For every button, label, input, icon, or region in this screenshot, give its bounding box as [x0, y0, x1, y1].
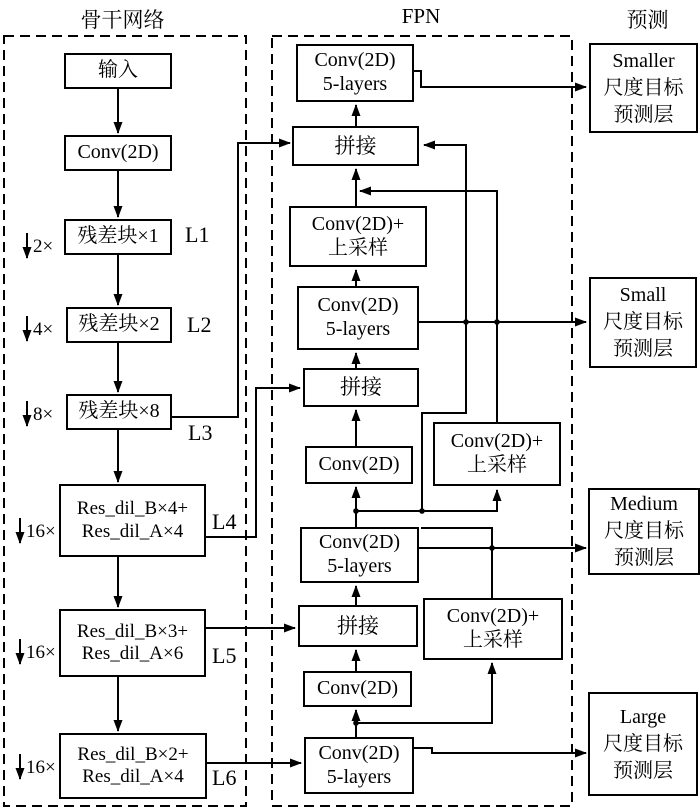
prediction-title: 预测 — [626, 8, 669, 32]
fpn-box-conv-small: Conv(2D) — [305, 446, 413, 484]
downsample-label-16x-c: 16× — [26, 757, 56, 778]
stage-label-l6: L6 — [212, 765, 237, 790]
backbone-box-resblock-x1: 残差块×1 — [64, 219, 172, 255]
fpn-box-upsample-top: Conv(2D)+ 上采样 — [289, 206, 427, 267]
fpn-box-concat-small: 拼接 — [303, 368, 419, 407]
fpn-box-conv5-medium: Conv(2D) 5-layers — [300, 527, 419, 583]
downsample-label-2x: 2× — [33, 236, 54, 257]
fpn-box-upsample-right-lower: Conv(2D)+ 上采样 — [423, 598, 563, 660]
fpn-title: FPN — [401, 4, 441, 28]
backbone-box-resdil-l4: Res_dil_B×4+ Res_dil_A×4 — [59, 484, 206, 557]
backbone-box-resblock-x2: 残差块×2 — [66, 307, 172, 343]
backbone-box-conv2d: Conv(2D) — [64, 135, 172, 171]
stage-label-l1: L1 — [185, 222, 210, 247]
fpn-box-concat-top: 拼接 — [292, 126, 419, 166]
backbone-box-input: 输入 — [64, 53, 172, 89]
fpn-box-conv-medium: Conv(2D) — [303, 671, 412, 707]
fpn-box-concat-medium: 拼接 — [298, 605, 418, 647]
stage-label-l3: L3 — [188, 420, 213, 445]
downsample-label-8x: 8× — [33, 404, 54, 425]
prediction-box-medium: Medium 尺度目标 预测层 — [588, 488, 700, 575]
backbone-box-resdil-l5: Res_dil_B×3+ Res_dil_A×6 — [59, 609, 206, 677]
fpn-box-conv5-small: Conv(2D) 5-layers — [297, 286, 419, 350]
backbone-box-resdil-l6: Res_dil_B×2+ Res_dil_A×4 — [59, 733, 207, 799]
backbone-title: 骨干网络 — [80, 8, 165, 32]
backbone-box-resblock-x8: 残差块×8 — [66, 394, 172, 430]
stage-label-l5: L5 — [212, 643, 237, 668]
downsample-label-16x-b: 16× — [26, 642, 56, 663]
fpn-box-upsample-right-upper: Conv(2D)+ 上采样 — [433, 422, 561, 486]
stage-label-l4: L4 — [212, 509, 237, 534]
stage-label-l2: L2 — [187, 312, 212, 337]
prediction-box-small: Small 尺度目标 预测层 — [589, 277, 697, 368]
fpn-box-conv5-smaller: Conv(2D) 5-layers — [296, 44, 414, 102]
fpn-box-conv5-large: Conv(2D) 5-layers — [304, 737, 414, 794]
prediction-box-smaller: Smaller 尺度目标 预测层 — [589, 43, 698, 133]
downsample-label-4x: 4× — [33, 319, 54, 340]
prediction-box-large: Large 尺度目标 预测层 — [588, 692, 698, 796]
downsample-label-16x-a: 16× — [26, 521, 56, 542]
